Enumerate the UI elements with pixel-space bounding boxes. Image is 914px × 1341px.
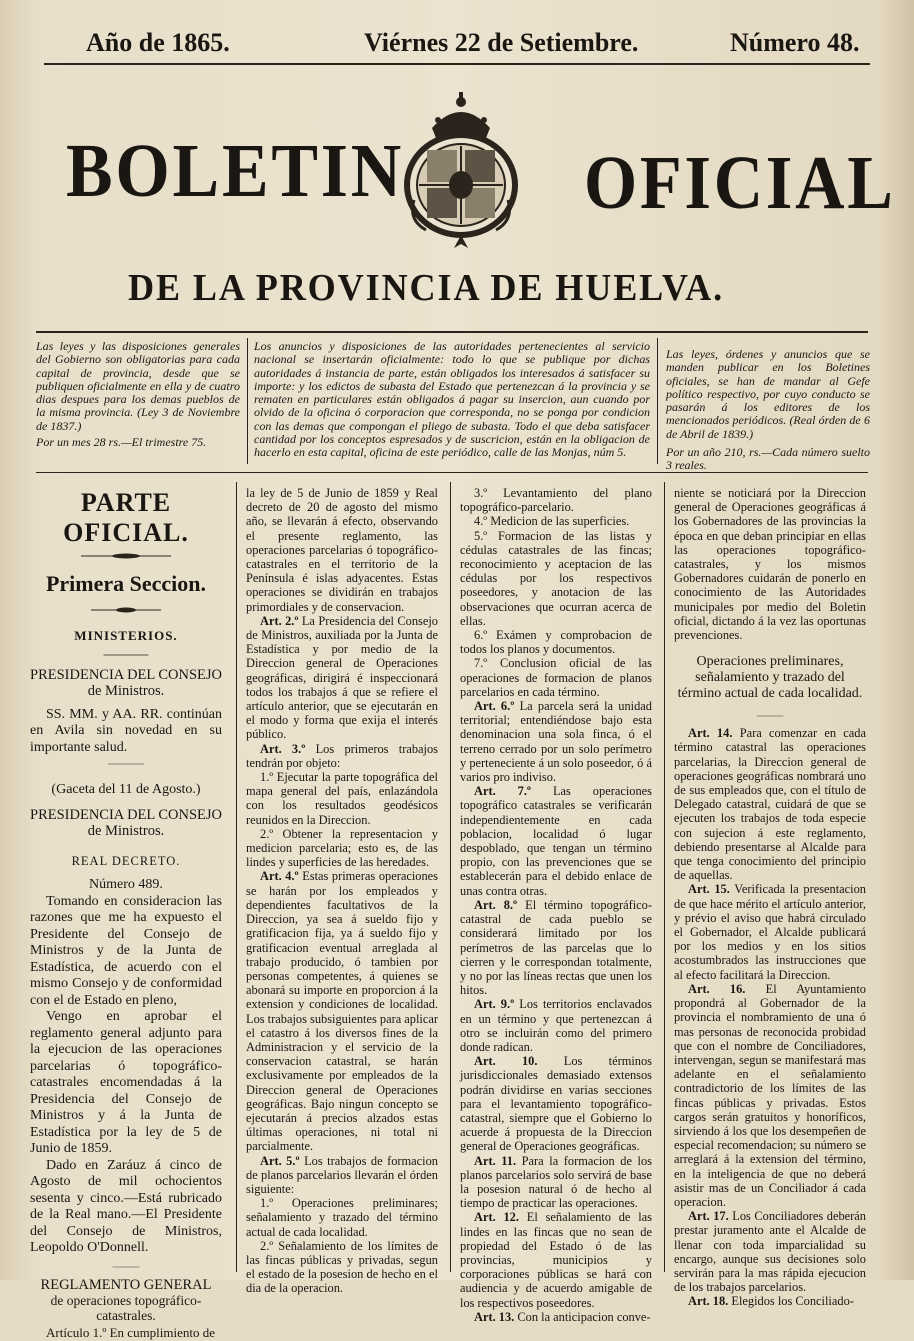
- article-9-text: Los territorios enclavados en un término y que pertenezcan á otro se incluirán como del primero donde radican.: [460, 997, 652, 1054]
- article-3: [246, 742, 438, 770]
- list-item: 6.º Exámen y comprobacion de todos los planos y documentos.: [460, 628, 652, 656]
- masthead-boletin: BOLETIN: [66, 128, 404, 215]
- article-8-label: Art. 8.º: [474, 898, 517, 912]
- ornament-divider: [106, 760, 146, 768]
- section-title: Primera Seccion.: [30, 570, 222, 598]
- article-11-label: Art. 11.: [474, 1154, 516, 1168]
- ornament-divider: [76, 552, 176, 560]
- article-11-text: Para la formacion de los planos parcelarios solo servirá de base la posesion natural ó de hecho al tiempo de practicar las operaciones.: [460, 1154, 652, 1211]
- article-10: [460, 1054, 652, 1153]
- column-divider-3: [664, 482, 665, 1272]
- article-4: [246, 869, 438, 1153]
- masthead-subtitle: DE LA PROVINCIA DE HUELVA.: [128, 266, 724, 310]
- article-13-label: Art. 13.: [474, 1310, 514, 1324]
- article-12-label: Art. 12.: [474, 1210, 519, 1224]
- article-16-label: Art. 16.: [688, 982, 745, 996]
- presidencia-heading-2: PRESIDENCIA DEL CONSEJO de Ministros.: [30, 807, 222, 839]
- year-label: Año de 1865.: [86, 28, 230, 58]
- article-9: [460, 997, 652, 1054]
- article-17-text: Los Conciliadores deberán prestar juramento ante el Alcalde de llenar con toda imparcialidad su encargo, aunque sus decisiones solo servirán para la mas rápida ejecucion de los trabajos parcelarios.: [674, 1209, 866, 1294]
- article-10-label: Art. 10.: [474, 1054, 537, 1068]
- royal-crest-icon: [402, 90, 520, 250]
- info-center: Los anuncios y disposiciones de las autoridades pertenecientes al servicio nacional se insertarán oficialmente: todo lo que se publique por dichas autoridades á instancia de parte, están obligados los interesados á satisfacer su importe: y los edictos de subasta del Estado que pertenezcan á la provincia y se rematen en particulares están obligados á pagar su insercion, aun cuando por olvido de la oficina ó corporacion que corresponda, no se ponga por condicion con las demas que compongan el pliego de subasta. Todo el que deba satisfacer cantidad por los conceptos espresados y de suscricion, están en la obligacion de hacerlo en esta capital, oficina de este periódico, calle de las Monjas, núm 5.: [254, 340, 650, 460]
- article-10-text: Los términos jurisdiccionales demasiado extensos podrán dividirse en varias secciones para el levantamiento topográfico-catastral, siempre que el Gobierno lo acuerde á propuesta de la Direccion general de Operaciones geográficas.: [460, 1054, 652, 1153]
- decree-paragraph: Tomando en consideracion las razones que me ha expuesto el Presidente del Consejo de Ministros y de la Junta de Estadística, de acuerdo con el mismo Consejo y de conformidad con el de Estado en pleno,: [30, 894, 222, 1010]
- ornament-divider: [755, 712, 785, 720]
- article-6-text: La parcela será la unidad territorial; entendiéndose bajo esta denominacion una sola finca, ó el terreno cerrado por un solo perímetro y perteneciente á un solo poseedor, ó á varios pro indiviso.: [460, 699, 652, 784]
- article-13-text: Con la anticipacion conve-: [517, 1310, 650, 1324]
- presidencia-heading-1: PRESIDENCIA DEL CONSEJO de Ministros.: [30, 667, 222, 699]
- article-15: [674, 882, 866, 981]
- article-4-text: Estas primeras operaciones se harán por los empleados y dependientes facultativos de la Direccion, ya sea á sueldo fijo y gratificacion fija, ya á sueldo fijo y gratificacion eventual arreglada al trabajo producido, ó tambien por personas competentes, á quienes se abonará su importe en proporcion á la extension y condiciones de localidad. Los trabajos subsiguientes para aplicar el catastro á los diversos fines de la Administracion y el servicio de la conservacion catastral, se harán exclusivamente por empleados de la Direccion general de Operaciones geográficas. Bajo ningun concepto se ejecutarán á precios alzados estas últimas operaciones, ni total ni parcialmente.: [246, 869, 438, 1153]
- article-paragraph: niente se noticiará por la Direccion general de Operaciones geográficas á los Gobernadores de las provincias la época en que deban principiar en ellas las operaciones topográfico-catastrales, y los mismos Gobernadores cuidarán de ponerlo en conocimiento de las Autoridades municipales por medio del Boletin oficial, dictando á la vez las oportunas prevenciones.: [674, 486, 866, 642]
- section-heading: Operaciones preliminares, señalamiento y trazado del término actual de cada localidad.: [674, 654, 866, 702]
- article-2-label: Art. 2.º: [260, 614, 298, 628]
- list-item: 1.º Ejecutar la parte topográfica del mapa general del país, enlazándola con los resultados geodésicos reunidos en la Direccion.: [246, 770, 438, 827]
- list-item: 3.º Levantamiento del plano topográfico-parcelario.: [460, 486, 652, 514]
- decree-paragraph: Vengo en aprobar el reglamento general adjunto para la ejecucion de las operaciones parcelarias ó topográfico-catastrales encomendadas á la Presidencia del Consejo de Ministros y á la Junta de Estadística por la ley de 5 de Junio de 1859.: [30, 1009, 222, 1158]
- article-paragraph: la ley de 5 de Junio de 1859 y Real decreto de 20 de agosto del mismo año, se llevarán á efecto, observando el presente reglamento, las operaciones parcelarias ó topográfico-catastrales en el territorio de la Península é islas adyacentes. Estas operaciones se dividirán en trabajos primordiales y de conservacion.: [246, 486, 438, 614]
- info-right: [666, 348, 870, 473]
- article-3-label: Art. 3.º: [260, 742, 305, 756]
- article-2: [246, 614, 438, 742]
- column-1: [30, 486, 222, 1341]
- article-17-label: Art. 17.: [688, 1209, 729, 1223]
- column-4: [674, 486, 866, 1309]
- list-item: 2.º Señalamiento de los límites de las fincas públicas y privadas, segun el estado de la posesion de hecho en el dia de la operacion.: [246, 1239, 438, 1296]
- ornament-divider: [101, 651, 151, 659]
- list-item: 5.º Formacion de las listas y cédulas catastrales de las fincas; reconocimiento y aceptacion de las cédulas por los respectivos poseedores, y anotacion de las observaciones que ocurran acerca de ellas.: [460, 529, 652, 628]
- article-7-label: Art. 7.º: [474, 784, 531, 798]
- column-2: [246, 486, 438, 1296]
- article-2-text: La Presidencia del Consejo de Ministros, auxiliada por la Junta de Estadística y por medio de la Direccion general de Operaciones geográficas, dirigirá é inspeccionará todos los trabajos á que se refiere el artículo anterior, que se ejecutarán en el modo y forma que exija el interés público.: [246, 614, 438, 742]
- list-item: 4.º Medicion de las superficies.: [460, 514, 652, 528]
- masthead-oficial: OFICIAL: [584, 140, 896, 227]
- info-divider-2: [657, 338, 658, 464]
- parte-oficial-title: PARTE OFICIAL.: [30, 488, 222, 548]
- column-divider-1: [236, 482, 237, 1272]
- article-6-label: Art. 6.º: [474, 699, 514, 713]
- real-decreto-heading: REAL DECRETO.: [30, 853, 222, 870]
- article-5-label: Art. 5.º: [260, 1154, 300, 1168]
- info-right-price: Por un año 210, rs.—Cada número suelto 3 reales.: [666, 446, 870, 473]
- header-rule: [44, 63, 870, 65]
- article-15-label: Art. 15.: [688, 882, 730, 896]
- article-3-text: Los primeros trabajos tendrán por objeto:: [246, 742, 438, 770]
- article-14-label: Art. 14.: [688, 726, 732, 740]
- reglamento-subheading: de operaciones topográfico-catastrales.: [30, 1293, 222, 1323]
- article-18-label: Art. 18.: [688, 1294, 728, 1308]
- article-16-text: El Ayuntamiento propondrá al Gobernador de la provincia el nombramiento de una ó mas personas de reconocida probidad que con el nombre de Conciliadores, intervengan, segun se manifestará mas adelante en el señalamiento contradictorio de los límites de las fincas públicas y privadas. Estos cargos serán gratuitos y honoríficos, sirviendo á los que los desempeñen de especial recomendacion; su número se arreglará á la extension del término, en la inteligencia de que no deberá asistir mas de un Conciliador á cada operacion.: [674, 982, 866, 1209]
- info-right-text: Las leyes, órdenes y anuncios que se manden publicar en los Boletines oficiales, se han de mandar al Gefe político respectivo, por cuyo conducto se pasarán á los editores de los mencionados periódicos. (Real órden de 6 de Abril de 1839.): [666, 348, 870, 441]
- decree-number: Número 489.: [30, 877, 222, 894]
- article-13: [460, 1310, 652, 1324]
- column-divider-2: [450, 482, 451, 1272]
- article-4-label: Art. 4.º: [260, 869, 299, 883]
- ministerios-heading: MINISTERIOS.: [30, 628, 222, 645]
- article-16: [674, 982, 866, 1209]
- article-6: [460, 699, 652, 784]
- info-left: [36, 340, 240, 449]
- info-left-price: Por un mes 28 rs.—El trimestre 75.: [36, 436, 240, 449]
- gaceta-reference: (Gaceta del 11 de Agosto.): [30, 782, 222, 799]
- article-12-text: El señalamiento de las lindes en las fincas que no sean de propiedad del Estado ó de las provincias, municipios y corporaciones públicas se hará con audiencia y de acuerdo amigable de los respectivos poseedores.: [460, 1210, 652, 1309]
- news-paragraph: SS. MM. y AA. RR. continúan en Avila sin novedad en su importante salud.: [30, 707, 222, 757]
- ornament-divider: [111, 1263, 141, 1271]
- list-item: 2.º Obtener la representacion y medicion parcelaria; esto es, de las lindes y superficies de las heredades.: [246, 827, 438, 870]
- article-18-text: Elegidos los Conciliado-: [731, 1294, 854, 1308]
- issue-number: Número 48.: [730, 28, 860, 58]
- info-left-text: Las leyes y las disposiciones generales del Gobierno son obligatorias para cada capital de provincia, desde que se publiquen oficialmente en ella y de cuatro dias despues para los demas pueblos de la misma provincia. (Ley 3 de Noviembre de 1837.): [36, 340, 240, 433]
- article-14: [674, 726, 866, 882]
- info-divider-1: [247, 338, 248, 464]
- article-1-start: Artículo 1.º En cumplimiento de: [30, 1325, 222, 1341]
- info-bottom-rule: [36, 472, 868, 473]
- article-11: [460, 1154, 652, 1211]
- article-7: [460, 784, 652, 898]
- article-8: [460, 898, 652, 997]
- article-14-text: Para comenzar en cada término catastral las operaciones parcelarias, la Direccion general de operaciones geográficas nombrará uno de sus empleados que, con el título de Delegado catastral, cuidará de que se ejecuten los trabajos de toda especie con sujecion á este reglamento, debiendo presentarse al Alcalde para que tenga conocimiento del principio de aquellas.: [674, 726, 866, 882]
- date-label: Viérnes 22 de Setiembre.: [364, 28, 638, 58]
- info-top-rule: [36, 331, 868, 333]
- article-15-text: Verificada la presentacion de que hace mérito el artículo anterior, y prévio el aviso que habrá circulado el Gobernador, el Alcalde publicará por los medios y en los sitios acostumbrados las instrucciones que al efecto facilitará la Direccion.: [674, 882, 866, 981]
- article-9-label: Art. 9.º: [474, 997, 514, 1011]
- article-7-text: Las operaciones topográfico catastrales se verificarán independientemente en cada poblacion, localidad ó lugar despoblado, que tengan un término propio, con las prevenciones que se establecerán para el debido enlace de unas contra otras.: [460, 784, 652, 897]
- list-item: 7.º Conclusion oficial de las operaciones de formacion de planos parcelarios en cada término.: [460, 656, 652, 699]
- list-item: 1.º Operaciones preliminares; señalamiento y trazado del término actual de cada localidad.: [246, 1196, 438, 1239]
- article-5: [246, 1154, 438, 1197]
- column-3: [460, 486, 652, 1324]
- decree-paragraph: Dado en Zaráuz á cinco de Agosto de mil ochocientos sesenta y cinco.—Está rubricado de la Real mano.—El Presidente del Consejo de Ministros, Leopoldo O'Donnell.: [30, 1158, 222, 1257]
- article-17: [674, 1209, 866, 1294]
- reglamento-heading: REGLAMENTO GENERAL: [30, 1277, 222, 1293]
- article-8-text: El término topográfico-catastral de cada pueblo se considerará limitado por los perímetros de las parcelas que lo cierren y le correspondan totalmente, y no por las líneas rectas que unen los hitos.: [460, 898, 652, 997]
- article-12: [460, 1210, 652, 1309]
- ornament-divider: [76, 606, 176, 614]
- article-18: [674, 1294, 866, 1308]
- article-5-text: Los trabajos de formacion de planos parcelarios llevarán el órden siguiente:: [246, 1154, 438, 1196]
